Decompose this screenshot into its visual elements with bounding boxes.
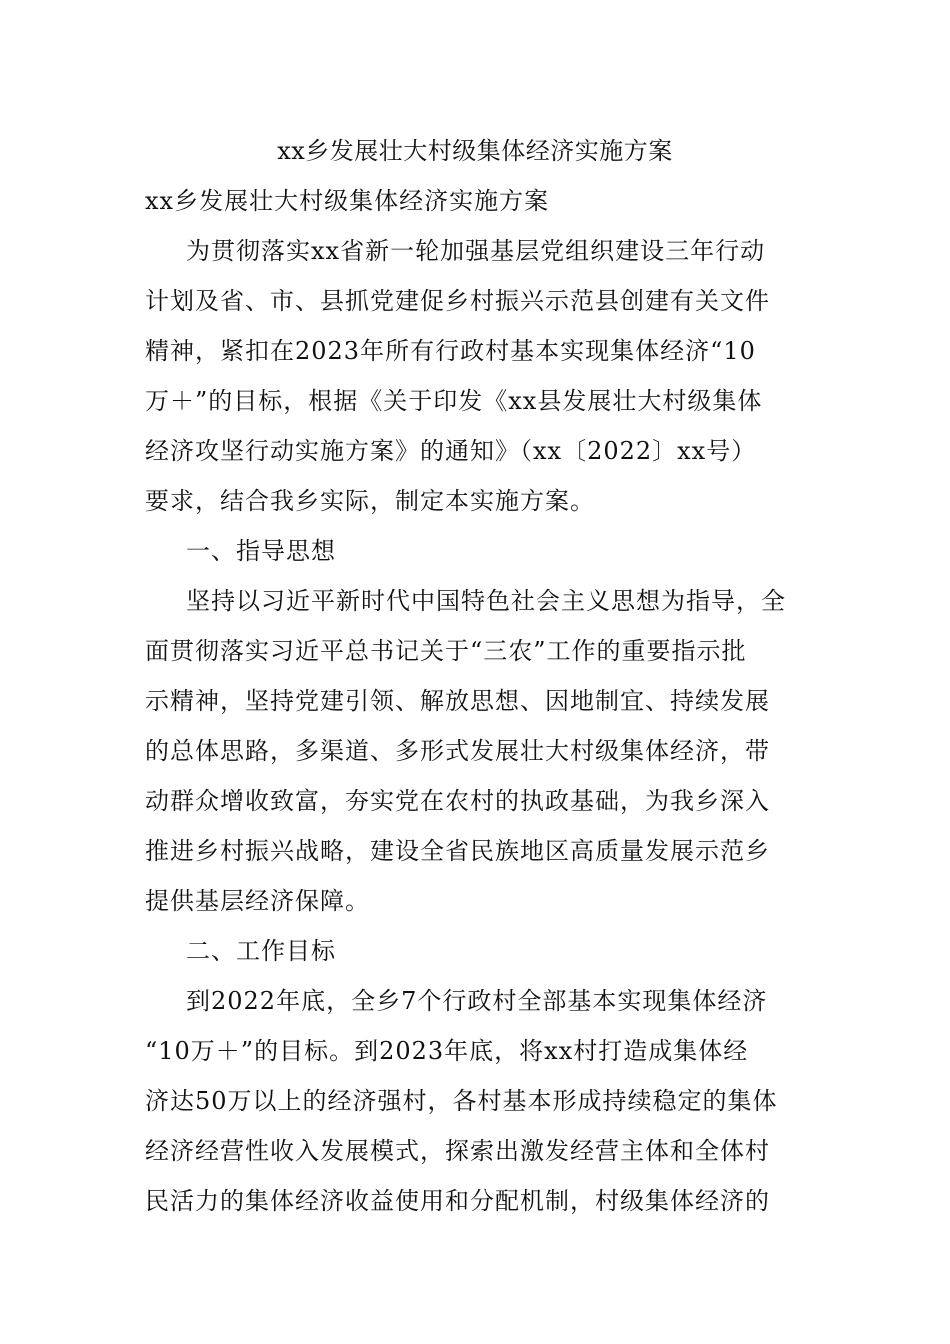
paragraph-line: 万＋”的目标，根据《关于印发《xx县发展壮大村级集体 (145, 387, 763, 415)
paragraph-line: 精神，紧扣在2023年所有行政村基本实现集体经济“10 (145, 337, 756, 365)
subtitle: xx乡发展壮大村级集体经济实施方案 (145, 187, 550, 215)
paragraph-line: 民活力的集体经济收益使用和分配机制，村级集体经济的 (145, 1187, 770, 1215)
paragraph-line: 济达50万以上的经济强村，各村基本形成持续稳定的集体 (145, 1087, 778, 1115)
paragraph-line: 为贯彻落实xx省新一轮加强基层党组织建设三年行动 (186, 237, 766, 265)
paragraph-line: “10万＋”的目标。到2023年底，将xx村打造成集体经 (145, 1037, 749, 1065)
paragraph-line: 经济攻坚行动实施方案》的通知》（xx〔2022〕xx号） (145, 437, 757, 465)
paragraph-line: 提供基层经济保障。 (145, 887, 370, 915)
paragraph-line: 面贯彻落实习近平总书记关于“三农”工作的重要指示批 (145, 637, 747, 665)
paragraph-line: 的总体思路，多渠道、多形式发展壮大村级集体经济，带 (145, 737, 770, 765)
paragraph-line: 计划及省、市、县抓党建促乡村振兴示范县创建有关文件 (145, 287, 770, 315)
paragraph-line: 动群众增收致富，夯实党在农村的执政基础，为我乡深入 (145, 787, 770, 815)
paragraph-line: 示精神，坚持党建引领、解放思想、因地制宜、持续发展 (145, 687, 770, 715)
paragraph-line: 推进乡村振兴战略，建设全省民族地区高质量发展示范乡 (145, 837, 770, 865)
paragraph-line: 坚持以习近平新时代中国特色社会主义思想为指导，全 (186, 587, 786, 615)
paragraph-line: 经济经营性收入发展模式，探索出激发经营主体和全体村 (145, 1137, 770, 1165)
section-heading-1: 一、指导思想 (186, 537, 336, 565)
section-heading-2: 二、工作目标 (186, 937, 336, 965)
page-title: xx乡发展壮大村级集体经济实施方案 (277, 137, 673, 165)
paragraph-line: 要求，结合我乡实际，制定本实施方案。 (145, 487, 595, 515)
paragraph-line: 到2022年底，全乡7个行政村全部基本实现集体经济 (186, 987, 768, 1015)
